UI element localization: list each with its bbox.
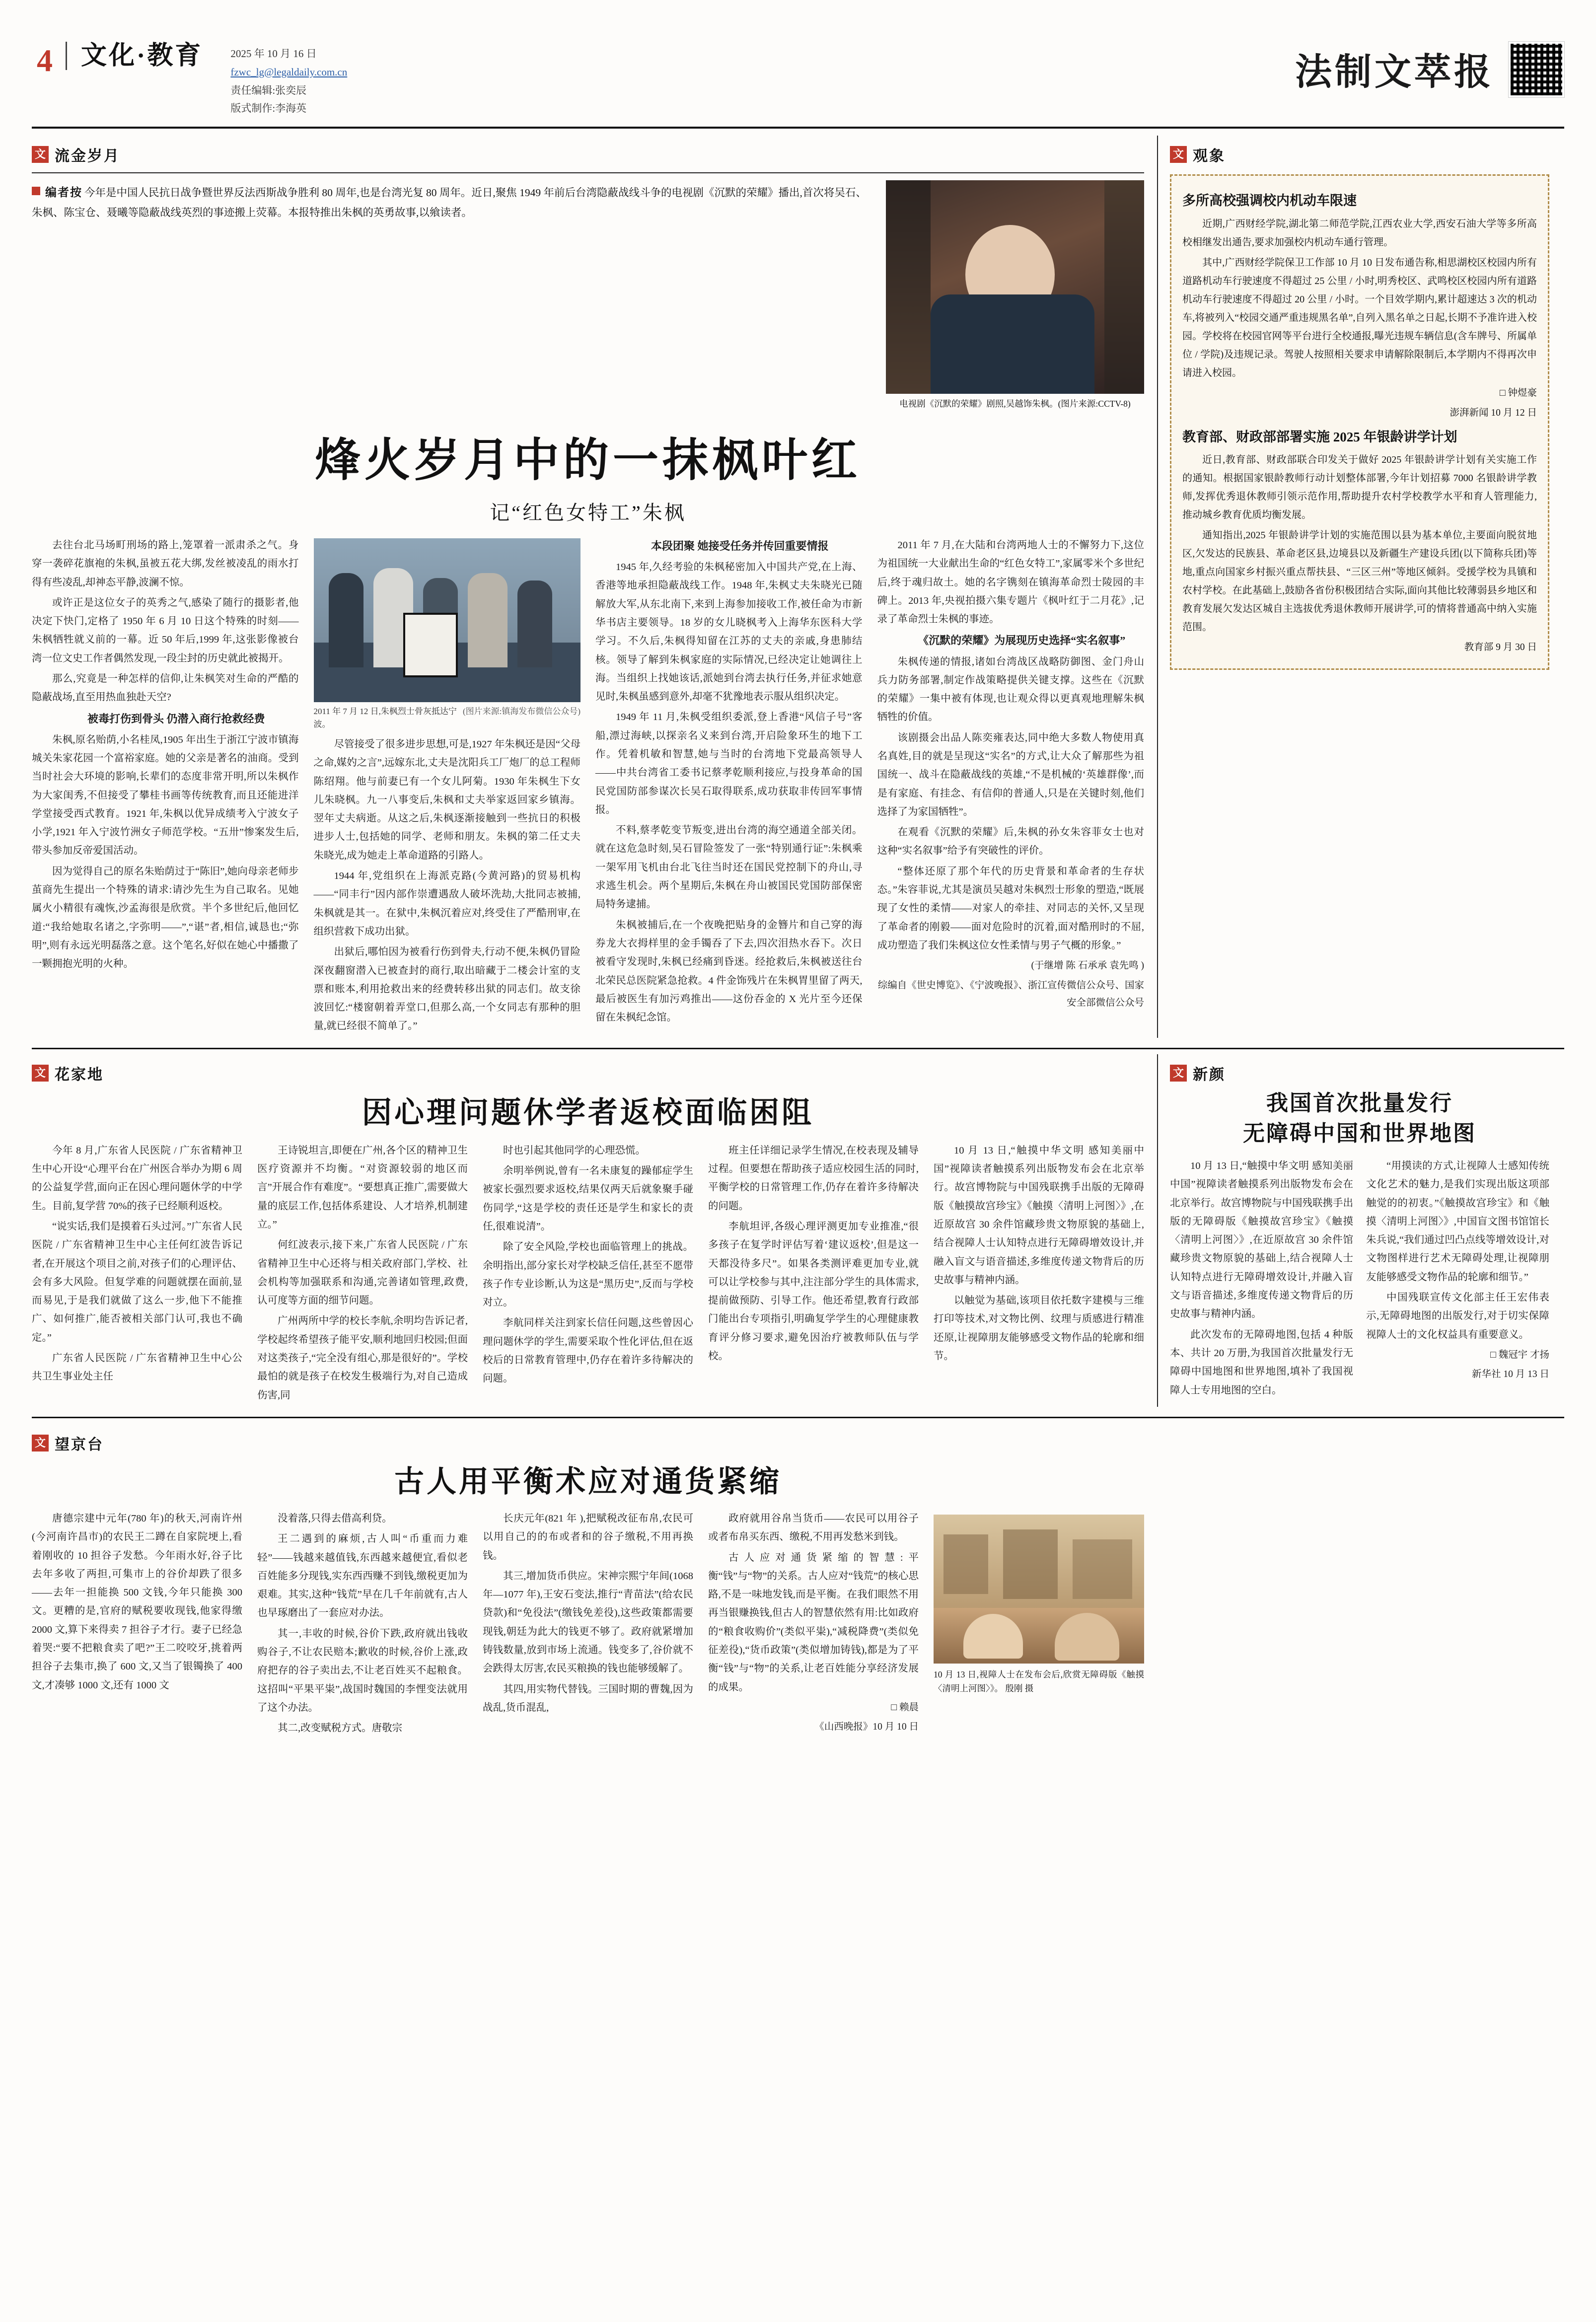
zone-divider-2 bbox=[32, 1417, 1564, 1418]
headline-main: 烽火岁月中的一抹枫叶红 bbox=[314, 433, 861, 487]
headline-sub: 记“红色女特工”朱枫 bbox=[490, 502, 686, 524]
bottom-column-3 bbox=[483, 1510, 693, 1740]
paragraph: 朱枫,原名贻荫,小名桂凤,1905 年出生于浙江宁波市镇海城关朱家花园一个富裕家庭。她的父亲是著名的油商。受到当时社会大环境的影响,长辈们的态度非常开明,所以朱枫作为大家闺秀,不但接受了攀桂书画等传统教育,而且还能进洋学堂接受西式教育。1921 年,朱枫以优异成绩考入宁波女子小学,1921 年入宁波竹洲女子师范学校。“五卅”惨案发生后,带头参加反帝爱国活动。 bbox=[32, 734, 299, 857]
observe-column bbox=[1157, 136, 1549, 1038]
qr-code-icon[interactable] bbox=[1509, 42, 1564, 97]
column-label: 观象 bbox=[1193, 148, 1226, 164]
feature-column-3 bbox=[595, 536, 863, 1038]
source-line: 新华社 10 月 13 日 bbox=[1471, 1369, 1549, 1380]
byline: □ 赖晨 bbox=[891, 1702, 919, 1713]
paragraph: 余明举例说,曾有一名未康复的躁郁症学生被家长强烈要求返校,结果仅两天后就象聚手碰伤同学,“这是学校的责任还是学生和家长的责任,很难说清”。 bbox=[483, 1165, 693, 1232]
issue-date: 2025 年 10 月 16 日 bbox=[230, 48, 317, 60]
xinyan-column-1 bbox=[1170, 1157, 1353, 1402]
column-label: 花家地 bbox=[55, 1066, 104, 1083]
paragraph: 在观看《沉默的荣耀》后,朱枫的孙女朱容菲女士也对这种“实名叙事”给予有突破性的评价。 bbox=[877, 827, 1144, 857]
column-head-wangjingtai bbox=[32, 1432, 1144, 1454]
observe-item-1-title: 多所高校强调校内机动车限速 bbox=[1182, 193, 1357, 208]
feature-column-1 bbox=[32, 536, 299, 1038]
layout-editor: 版式制作:李海英 bbox=[230, 102, 307, 115]
paragraph: 10 月 13 日,“触摸中华文明 感知美丽中国”视障读者触摸系列出版物发布会在北京举行。故宫博物院与中国残联携手出版的无障碍版《触摸故宫珍宝》《触摸〈清明上河图〉》,在近原故宫 30 余件馆藏珍贵文物原貌的基础上,结合视障人士认知特点进行无障碍增效设计,并融入盲文与语音描述,多维度传递文物背后的历史故事与精神内涵。 bbox=[1170, 1160, 1353, 1320]
paragraph: 其四,用实物代替钱。三国时期的曹魏,因为战乱,货币混乱, bbox=[483, 1683, 693, 1713]
column-head-huajiadi bbox=[32, 1062, 1144, 1084]
paragraph: 除了安全风险,学校也面临管理上的挑战。余明指出,部分家长对学校缺乏信任,甚至不愿带孩子作专业诊断,认为这是“黑历史”,反而与学校对立。 bbox=[483, 1241, 693, 1308]
responsible-editor: 责任编辑:张奕辰 bbox=[230, 84, 307, 96]
paragraph: 1944 年,党组织在上海派克路(今黄河路)的贸易机构——“同丰行”因内部作崇遭遇敌人破坏洗劫,大批同志被捕,朱枫就是其一。在狱中,朱枫沉着应对,终受住了严酷刑审,在组织营救下成功出狱。 bbox=[313, 871, 580, 937]
paragraph: 或许正是这位女子的英秀之气,感染了随行的摄影者,他决定下快门,定格了 1950 年 6 月 10 日这个特殊的时刻——朱枫牺牲就义前的一幕。近 50 年后,1999 年,这张影像被台湾一位文史工作者偶然发现,一段尘封的历史就此被揭开。 bbox=[32, 597, 299, 664]
paragraph: 何红波表示,接下来,广东省人民医院 / 广东省精神卫生中心还将与相关政府部门,学校、社会机构等加强联系和沟通,完善诸如管理,政费,认可度等方面的细节问题。 bbox=[257, 1239, 468, 1306]
paragraph: 今年 8 月,广东省人民医院 / 广东省精神卫生中心开设“心理平台在广州医合举办为期 6 周的公益复学营,面向正在因心理问题休学的中学生。目前,复学营 70%的孩子已经顺利返校。 bbox=[32, 1145, 242, 1212]
source-line: 教育部 9 月 30 日 bbox=[1464, 642, 1537, 653]
paragraph: 时也引起其他同学的心理恐慌。 bbox=[503, 1145, 646, 1156]
paragraph: 近期,广西财经学院,湖北第二师范学院,江西农业大学,西安石油大学等多所高校相继发出通告,要求加强校内机动车通行管理。 bbox=[1182, 218, 1537, 248]
xinyan-title-line1: 我国首次批量发行 bbox=[1266, 1090, 1453, 1115]
paragraph: 2011 年 7 月,在大陆和台湾两地人士的不懈努力下,这位为祖国统一大业献出生命的“红色女特工”,家属零米个多世纪后,终于魂归故土。她的名字镌刻在镇海革命烈士陵园的丰碑上。2013 年,央视拍摄六集专题片《枫叶红于二月花》,记录了革命烈士朱枫的事迹。 bbox=[877, 540, 1144, 625]
column-label: 流金岁月 bbox=[55, 148, 120, 164]
paragraph: 唐德宗建中元年(780 年)的秋天,河南许州(今河南许昌市)的农民王二蹲在自家院埂上,看着刚收的 10 担谷子发愁。今年雨水好,谷子比去年多收了两担,可集市上的谷价却跌了很多——去年一担能换 500 文钱,今年只能换 300 文。更糟的是,官府的赋税要收现钱,他家得缴 2000 文,算下来得卖 7 担谷子才行。妻子已经急着哭:“要不把粮食卖了吧?”王二咬咬牙,挑着两担谷子去集市,换了 600 文,又当了银镯换了 400 文,才凑够 1000 文,还有 1000 文 bbox=[32, 1513, 242, 1691]
bottom-right-spacer bbox=[1157, 1424, 1549, 1740]
editor-note bbox=[32, 180, 872, 228]
paragraph: 10 月 13 日,“触摸中华文明 感知美丽中国”视障读者触摸系列出版物发布会在北京举行。故宫博物院与中国残联携手出版的无障碍版《触摸故宫珍宝》《触摸〈清明上河图〉》,在近原故宫 30 余件馆藏珍贵文物原貌的基础上,结合视障人士认知特点进行无障碍增效设计,并融入盲文与语音描述,多维度传递文物背后的历史故事与精神内涵。 bbox=[934, 1145, 1144, 1286]
byline: (于继增 陈 石承承 袁先鸣 ) bbox=[1031, 960, 1144, 971]
photo-source: (图片来源:镇海发布微信公众号) bbox=[462, 707, 580, 716]
paragraph: 尽管接受了很多进步思想,可是,1927 年朱枫还是因“父母之命,媒妁之言”,远嫁东北,丈夫是沈阳兵工厂炮厂的总工程师陈绍翔。他与前妻已有一个女儿阿菊。1930 年朱枫生下女儿朱晓枫。九一八事变后,朱枫和丈夫举家返回家乡镇海。翌年丈夫病逝。从这之后,朱枫逐渐接触到一些抗日的积极进步人士,包括她的同学、老师和朋友。朱枫的第二任丈夫朱晓光,成为她走上革命道路的引路人。 bbox=[313, 739, 580, 861]
bullet-icon bbox=[32, 187, 40, 195]
scroll-painting-photo bbox=[934, 1515, 1144, 1664]
mid-column-3 bbox=[483, 1142, 693, 1407]
xinyan-title bbox=[1170, 1088, 1549, 1149]
paragraph: 政府就用谷帛当货币——农民可以用谷子或者布帛买东西、缴税,不用再发愁米到钱。 bbox=[708, 1513, 919, 1543]
observe-item-2-body bbox=[1182, 451, 1537, 656]
source-line: 澎湃新闻 10 月 12 日 bbox=[1450, 407, 1537, 418]
feature-column-2 bbox=[314, 536, 581, 1038]
masthead bbox=[32, 0, 1564, 129]
paragraph: 古人应对通货紧缩的智慧:平衡“钱”与“物”的关系。古人应对“钱荒”的核心思路,不是一味地发钱,而是平衡。在我们眼然不用再当银赚换钱,但古人的智慧依然有用:比如政府的“粮食收购价”(类似平粜),“减税降费”(类似免征差役),“货币政策”(类似增加铸钱),都是为了平衡“钱”与“物”的关系,让老百姓能分享经济发展的成果。 bbox=[708, 1552, 919, 1693]
observe-box bbox=[1170, 174, 1549, 670]
bottom-article-title: 古人用平衡术应对通货紧缩 bbox=[394, 1464, 782, 1499]
mid-column-1 bbox=[32, 1142, 242, 1407]
bottom-column-4 bbox=[708, 1510, 919, 1740]
paragraph: 班主任详细记录学生情况,在校表现及辅导过程。但要想在帮助孩子适应校园生活的同时,平衡学校的日常管理工作,仍存在着许多待解决的问题。 bbox=[708, 1145, 919, 1212]
zone-divider bbox=[32, 1048, 1564, 1049]
paragraph: “说实话,我们是摸着石头过河。”广东省人民医院 / 广东省精神卫生中心主任何红波告诉记者,在开展这个项目之前,对孩子们的心理评估、会有多大风险。但复学难的问题就摆在面前,显而易见,于是我们就做了这么一步,他下不能推广、如何推广,能否被相关部门认可,我也不确定。” bbox=[32, 1221, 242, 1343]
paragraph: 以触觉为基础,该项目依托数字建模与三维打印等技术,对文物比例、纹理与质感进行精准还原,让视障朋友能够感受文物作品的轮廓和细节。 bbox=[934, 1295, 1144, 1362]
paragraph: 没着落,只得去借高利贷。 bbox=[278, 1513, 392, 1524]
ceremony-photo bbox=[314, 538, 581, 702]
page-number: 4 bbox=[37, 43, 53, 78]
paragraph: 该剧摄会出品人陈奕雍表达,同中绝大多数人物使用真名真姓,目的就是呈现这“实名”的方式,让大众了解那些为祖国统一、战斗在隐蔽战线的英雄,“不是机械的‘英雄群像’,而是有家庭、有挂念、有信仰的普通人,只是在关键时刻,他们选择了为家国牺牲”。 bbox=[877, 732, 1144, 817]
feature-headline bbox=[32, 424, 1144, 525]
paragraph: 王二遇到的麻烦,古人叫“币重而力难轻”——钱越来越值钱,东西越来越便宜,看似老百姓能多分现钱,实东西西赚不到钱,缴税更加为艰难。其实,这种“钱荒”早在几千年前就有,古人也早琢磨出了一套应对办法。 bbox=[257, 1533, 468, 1619]
paragraph: 朱枫传递的情报,诸如台湾战区战略防御图、金门舟山兵力防务部署,制定作战策略提供关键支撑。这些在《沉默的荣耀》一集中被有体现,也让观众得以更真观地理解朱枫牺牲的价值。 bbox=[877, 656, 1144, 723]
bottom-zone bbox=[32, 1424, 1564, 1740]
paragraph: 近日,教育部、财政部联合印发关于做好 2025 年银龄讲学计划有关实施工作的通知。根据国家银龄教师行动计划整体部署,今年计划招募 7000 名银龄讲学教师,发挥优秀退休教师引领示范作用,帮助提升农村学校教学水平和育人管理能力,推动城乡教育优质均衡发展。 bbox=[1182, 454, 1537, 521]
scroll-photo-caption: 10 月 13 日,视障人士在发布会后,欣赏无障碍版《触摸〈清明上河图〉》。 殷刚 摄 bbox=[934, 1669, 1144, 1693]
mid-column-5 bbox=[934, 1142, 1144, 1407]
paragraph: 因为觉得自己的原名朱贻荫过于“陈旧”,她向母亲老师步茧商先生提出一个特殊的请求:请沙先生为自己取名。见她属火小精很有魂恢,沙孟海很是欣赏。半个多世纪后,他回忆道:“我给她取名诸之,字弥明——”,“谌”者,相信,诚恳也;“弥明”,则有永远光明磊落之意。这个笔名,好似在她心中播撒了一颗拥抱光明的火种。 bbox=[32, 866, 299, 970]
column-head-guanxiang bbox=[1170, 144, 1549, 165]
paragraph: 去往台北马场町刑场的路上,笼罩着一派肃杀之气。身穿一袭碎花旗袍的朱枫,虽被五花大绑,发丝被凌乱的雨水打得有些凌乱,却神态平静,波澜不惊。 bbox=[32, 540, 299, 588]
mid-columns bbox=[32, 1142, 1144, 1407]
subheading: 本段团聚 她接受任务并传回重要情报 bbox=[651, 540, 829, 552]
paragraph: 李航同样关注到家长信任问题,这些曾因心理问题休学的学生,需要采取个性化评估,但在返校后的日常教育管理中,仍存在着许多待解决的问题。 bbox=[483, 1317, 693, 1384]
mid-column-4 bbox=[708, 1142, 919, 1407]
paragraph: 中国残联宣传文化部主任王宏伟表示,无障碍地图的出版发行,对于切实保障视障人士的文化权益具有重要意义。 bbox=[1366, 1292, 1549, 1340]
contact-email[interactable]: fzwc_lg@legaldaily.com.cn bbox=[230, 66, 348, 78]
column-head-liujin bbox=[32, 144, 1144, 165]
paragraph: 其三,增加货币供应。宋神宗熙宁年间(1068 年—1077 年),王安石变法,推行“青苗法”(给农民贷款)和“免役法”(缴钱免差役),这些政策都需要现钱,朝廷为此大的钱更不够了。政府就紧增加铸钱数量,放到市场上流通。钱变多了,谷价就不会跌得太厉害,农民买粮换的钱也能够缓解了。 bbox=[483, 1570, 693, 1674]
xinyan-column bbox=[1157, 1054, 1549, 1407]
tv-drama-still bbox=[886, 180, 1144, 394]
bottom-column-1 bbox=[32, 1510, 242, 1740]
column-label: 望京台 bbox=[55, 1436, 104, 1453]
paragraph: 不料,蔡孝乾变节叛变,进出台湾的海空通道全部关闭。就在这危急时刻,吴石冒险签发了一张“特别通行证”:朱枫乘一架军用飞机由台北飞往当时还在国民党控制下的舟山,寻求逃生机会。两个星期后,朱枫在舟山被国民党国防部保密局特务逮捕。 bbox=[595, 825, 863, 910]
bottom-columns bbox=[32, 1510, 1144, 1740]
paragraph: “整体还原了那个年代的历史背景和革命者的生存状态。”朱容菲说,尤其是演员吴越对朱枫烈士形象的塑造,“既展现了女性的柔情——对家人的牵挂、对同志的关怀,又呈现了革命者的刚毅——面对危险时的沉着,面对酷刑时的不屈,成功塑造了我们朱枫这位女性柔情与男子气概的形象。” bbox=[877, 866, 1144, 951]
column-badge-icon: 文 bbox=[32, 146, 49, 163]
xinyan-title-line2: 无障碍中国和世界地图 bbox=[1243, 1121, 1476, 1146]
paragraph: 那么,究竟是一种怎样的信仰,让朱枫笑对生命的严酷的隐蔽战场,直至用热血独赴天空? bbox=[32, 673, 299, 703]
source-line: 《山西晚报》10 月 10 日 bbox=[814, 1722, 919, 1733]
paragraph: 1945 年,久经考验的朱枫秘密加入中国共产党,在上海、香港等地承担隐蔽战线工作。1948 年,朱枫丈夫朱晓光已随解放大军,从东北南下,来到上海参加接收工作,被任命为市新华书店主要领导。18 岁的女儿晓枫考入上海华东医科大学学习。不久后,朱枫得知留在江苏的丈夫的亲戚,身患肺结核。领导了解到朱枫家庭的实际情况,已经决定让她调往上海。当组织上找她该话,派她到台湾去执行任务,并征求她意见时,朱枫虽感到意外,却毫不犹豫地表示服从组织决定。 bbox=[595, 562, 863, 703]
paragraph: 其一,丰收的时候,谷价下跌,政府就出钱收购谷子,不让农民赔本;歉收的时候,谷价上涨,政府把存的谷子卖出去,不让老百姓买不起粮食。这招叫“平果平粜”,战国时魏国的李悝变法就用了这个办法。 bbox=[257, 1628, 468, 1713]
subheading: 《沉默的荣耀》为展现历史选择“实名叙事” bbox=[918, 634, 1126, 647]
column-head-xinyan bbox=[1170, 1062, 1549, 1084]
feature-columns bbox=[32, 536, 1144, 1038]
paragraph: 其二,改变赋税方式。唐敬宗 bbox=[278, 1723, 403, 1734]
byline: □ 魏冠宇 才扬 bbox=[1490, 1349, 1549, 1360]
mid-article-title: 因心理问题休学者返校面临困阻 bbox=[362, 1095, 814, 1130]
editor-note-body: 今年是中国人民抗日战争暨世界反法西斯战争胜利 80 周年,也是台湾光复 80 周年。近日,聚焦 1949 年前后台湾隐蔽战线斗争的电视剧《沉默的荣耀》播出,首次将吴石、朱枫、陈宝仓、聂曦等隐蔽战线英烈的事迹搬上荧幕。本报特推出朱枫的英勇故事,以飨读者。 bbox=[32, 187, 867, 218]
photo-caption-row bbox=[314, 705, 581, 730]
column-label: 新颜 bbox=[1193, 1066, 1226, 1083]
paragraph: 此次发布的无障碍地图,包括 4 种版本、共计 20 万册,为我国首次批量发行无障碍中国地图和世界地图,填补了我国视障人士专用地图的空白。 bbox=[1170, 1329, 1353, 1396]
feature-column-4 bbox=[877, 536, 1145, 1038]
tv-still-caption: 电视剧《沉默的荣耀》剧照,吴越饰朱枫。(图片来源:CCTV-8) bbox=[899, 399, 1131, 409]
observe-item-2-title: 教育部、财政部部署实施 2025 年银龄讲学计划 bbox=[1182, 429, 1457, 444]
paragraph: 其中,广西财经学院保卫工作部 10 月 10 日发布通告称,相思湖校区校园内所有道路机动车行驶速度不得超过 25 公里 / 小时,明秀校区、武鸣校区校园内所有道路机动车行驶速度不得超过 20 公里 / 小时。一个目效学期内,累计超速达 3 次的机动车,将被列入“校园交通严重违规黑名单”,自列入黑名单之日起,长期不予准许进入校园。学校将在校园官网等平台进行全校通报,曝光违规车辆信息(含车牌号、所属单位 / 学院)及违规记录。驾驶人按照相关要求申请解除限制后,本学期内不得再次申请进入校园。 bbox=[1182, 257, 1537, 378]
bottom-article bbox=[32, 1424, 1144, 1740]
paragraph: 广东省人民医院 / 广东省精神卫生中心公共卫生事业处主任 bbox=[32, 1353, 242, 1382]
bottom-column-5 bbox=[934, 1510, 1144, 1740]
mid-article bbox=[32, 1054, 1144, 1407]
column-badge-icon: 文 bbox=[32, 1435, 49, 1451]
paragraph: 出狱后,哪怕因为被看行伤到骨夫,行动不便,朱枫仍冒险深夜翻窗潜入已被查封的商行,取出暗藏于二楼会计室的支票和账本,利用抢救出来的经费转移出狱的同志们。故支徐波回忆:“楼窗朝着弄堂口,但那么高,一个女同志有那种的胆量,就已经很不简单了。” bbox=[313, 946, 580, 1032]
feature-article bbox=[32, 136, 1144, 1038]
observe-item-1-body bbox=[1182, 215, 1537, 422]
paragraph: 1949 年 11 月,朱枫受组织委派,登上香港“风信子号”客船,漂过海峡,以探亲名义来到台湾,开启险象环生的地下工作。凭着机敏和智慧,她与当时的台湾地下党最高领导人——中共台湾省工委书记蔡孝乾顺利接应,与投身革命的国民党国防部参谋次长吴石取得联系,成功获取非传回军事情报。 bbox=[595, 712, 863, 815]
photo-caption: 2011 年 7 月 12 日,朱枫烈士骨灰抵达宁波。 bbox=[313, 707, 457, 729]
paper-name: 法制文萃报 bbox=[1295, 51, 1494, 93]
mid-column-2 bbox=[257, 1142, 468, 1407]
subheading: 被毒打伤到骨头 仍潜入商行抢救经费 bbox=[87, 712, 265, 725]
top-zone bbox=[32, 129, 1564, 1038]
column-badge-icon: 文 bbox=[1170, 1065, 1187, 1082]
paragraph: 朱枫被捕后,在一个夜晚把贴身的金簪片和自己穿的海券龙大衣拇样里的金手镯吞了下去,四次泪热水吞下。次日被看守发现时,朱枫已经痛到昏迷。经抢救后,朱枫被送往台北荣民总医院紧急抢救。4 件金饰残片在朱枫胃里留了两天,最后被医生有加污鸡推出——这份吞金的 X 光片至今还保留在朱枫纪念馆。 bbox=[595, 919, 863, 1023]
bottom-column-2 bbox=[257, 1510, 468, 1740]
paragraph: 广州两所中学的校长李航,余明均告诉记者,学校起终希望孩子能平安,顺利地回归校园;但面对这类孩子,“完全没有组心,那是很好的”。学校最怕的就是孩子在校发生极端行为,对自己造成伤害,同 bbox=[257, 1315, 468, 1401]
xinyan-column-2 bbox=[1366, 1157, 1549, 1402]
section-title: 文化·教育 bbox=[66, 42, 218, 70]
paragraph: 通知指出,2025 年银龄讲学计划的实施范围以县为基本单位,主要面向脱贫地区,欠发达的民族县、革命老区县,边境县以及新疆生产建设兵团(以下简称兵团)等地,重点向国家乡村振兴重点帮扶县、“三区三州”等地区倾斜。受援学校为具镇和农村学校。在此基础上,鼓励各省份积极团结合实际,面向其他比较薄弱县乡地区和教育发展欠发达区城自主选拔优秀退休教师开展讲学,可的情将普通高中纳入实施范围。 bbox=[1182, 530, 1537, 633]
column-badge-icon: 文 bbox=[1170, 146, 1187, 163]
issue-meta bbox=[218, 42, 347, 118]
paragraph: 长庆元年(821 年 ),把赋税改征布帛,农民可以用自己的的布或者和的谷子缴税,不用再换钱。 bbox=[483, 1513, 693, 1561]
byline: □ 钟煜豪 bbox=[1499, 387, 1537, 398]
paragraph: 李航坦评,各级心理评测更加专业推准,“很多孩子在复学时评估写着‘建议返校’,但是这一天都没待多尺”。如果各类测评难更加专业,就可以让学校参与其中,注注部分学生的具体需求,提前做预防、引导工作。他还希望,教育行政部门能出台专项指引,明确复学学生的心理健康教育评分修习要求,避免因治疗被教师队伍与学校。 bbox=[708, 1221, 919, 1362]
paragraph: 王诗锐坦言,即便在广州,各个区的精神卫生医疗资源并不均衡。“对资源较弱的地区而言”开展合作有难度”。“要想真正推广,需要做大量的底层工作,包括体系建设、人才培养,机制建立。” bbox=[257, 1145, 468, 1230]
source-line: 综编自《世史博览》、《宁波晚报》、浙江宣传微信公众号、国家安全部微信公众号 bbox=[877, 980, 1144, 1009]
paragraph: “用摸读的方式,让视障人士感知传统文化艺术的魅力,是我们实现出版这项部触觉的的初衷。”《触摸故宫珍宝》和《触摸〈清明上河图〉》,中国盲文图书馆馆长朱兵说,“我们通过凹凸点线等增效设计,对文物图样进行艺术无障碍处理,让视障朋友能够感受文物作品的轮廓和细节。” bbox=[1366, 1160, 1549, 1283]
editor-note-head: 编者按 bbox=[45, 186, 82, 199]
middle-zone bbox=[32, 1054, 1564, 1407]
column-badge-icon: 文 bbox=[32, 1065, 49, 1082]
